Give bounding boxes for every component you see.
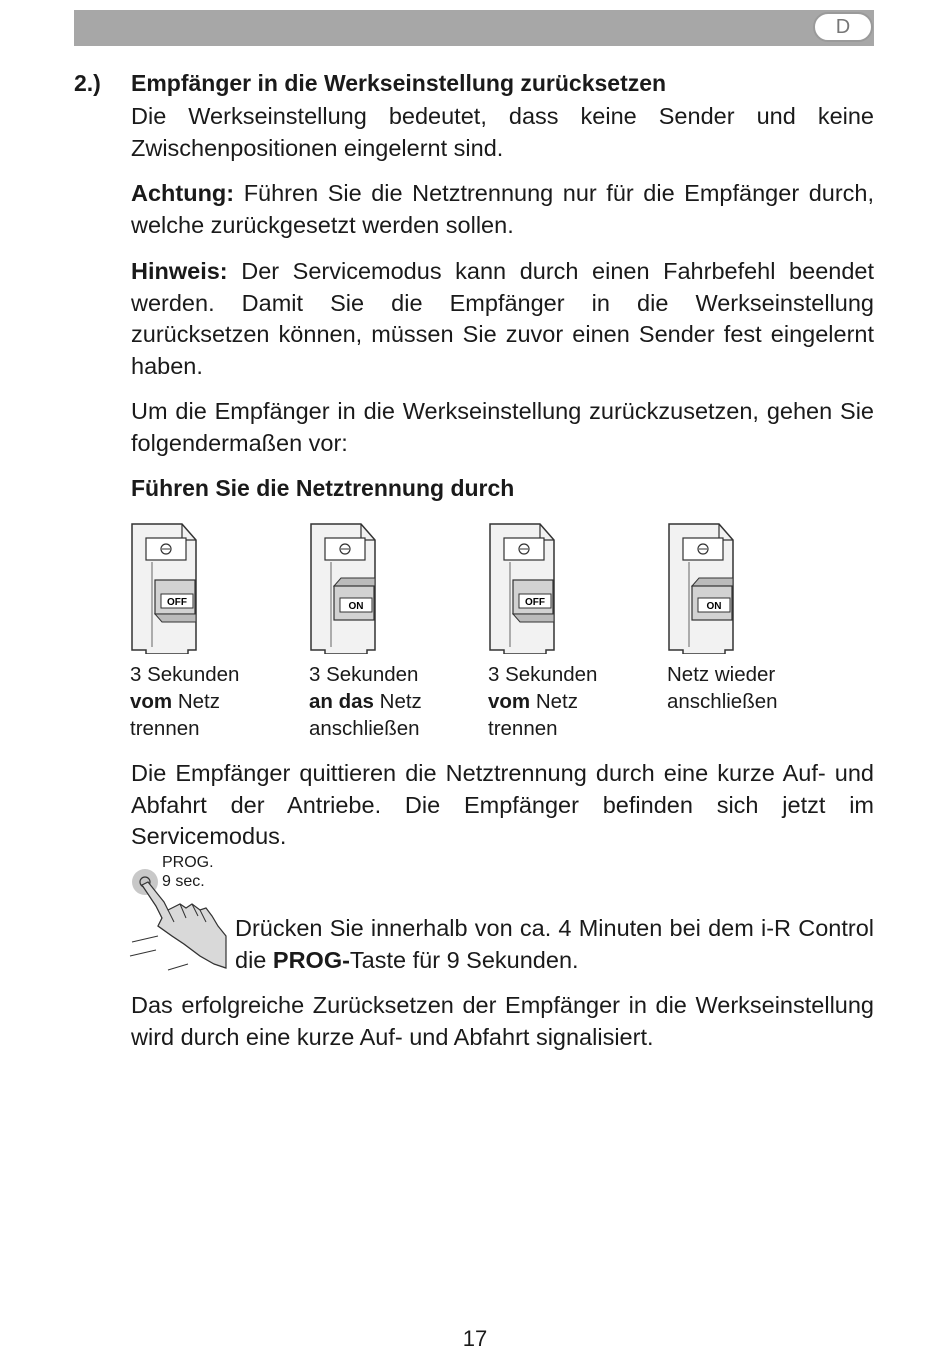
step-caption-bold: vom (130, 690, 173, 713)
section-number: 2.) (74, 70, 101, 96)
header-bar (74, 10, 874, 46)
svg-text:OFF: OFF (525, 597, 545, 608)
step-caption-line (488, 688, 597, 715)
caution-text: Führen Sie die Netztrennung nur für die Empfänger durch, welche zurückgesetzt werden sollen. (131, 180, 875, 238)
step-caption-line: 3 Sekunden (130, 663, 240, 686)
step-caption-rest: Netz (530, 690, 579, 713)
section-title: Empfänger in die Werkseinstellung zurücksetzen (131, 70, 667, 96)
step-caption (667, 661, 778, 715)
svg-text:ON: ON (706, 601, 722, 612)
svg-text:ON: ON (348, 601, 364, 612)
step-caption (309, 661, 422, 742)
step-caption-line: anschließen (309, 717, 420, 740)
prog-instruction (235, 913, 874, 976)
breaker-switch-on-icon (309, 522, 381, 654)
breaker-switch-on-icon (667, 522, 739, 654)
svg-text:OFF: OFF (167, 597, 187, 608)
prog-icon-label (162, 853, 214, 891)
caution-paragraph (131, 178, 874, 241)
confirmation-paragraph: Die Empfänger quittieren die Netztrennung durch eine kurze Auf- und Abfahrt der Antriebe. Die Empfänger befinden sich jetzt im Servicemodus. (131, 760, 874, 849)
note-paragraph (131, 256, 874, 382)
prog-icon-label-line: 9 sec. (162, 873, 205, 890)
step-caption-line (130, 688, 239, 715)
prog-key-label: PROG- (272, 946, 350, 973)
step-caption (488, 661, 597, 742)
subheading: Führen Sie die Netztrennung durch (131, 475, 515, 501)
note-text: Der Servicemodus kann durch einen Fahrbefehl beendet werden. Damit Sie die Empfänger in die Werkseinstellung zurücksetzen können, müssen Sie zuvor einen Sender fest eingelernt haben. (131, 258, 875, 379)
step-caption-line: 3 Sekunden (309, 663, 419, 686)
step-caption (130, 661, 239, 742)
step-caption-line: anschließen (667, 690, 778, 713)
step-caption-line: 3 Sekunden (488, 663, 598, 686)
intro-paragraph: Die Werkseinstellung bedeutet, dass keine Sender und keine Zwischenpositionen eingelernt sind. (131, 103, 874, 161)
step-caption-line (309, 688, 422, 715)
step-caption-rest: Netz (172, 690, 221, 713)
final-paragraph: Das erfolgreiche Zurücksetzen der Empfänger in die Werkseinstellung wird durch eine kurze Auf- und Abfahrt signalisiert. (131, 992, 874, 1050)
page-number: 17 (462, 1326, 488, 1351)
prog-text: Taste für 9 Sekunden. (349, 946, 579, 973)
breaker-switch-off-icon (130, 522, 202, 654)
step-caption-line: trennen (130, 717, 200, 740)
step-caption-line: Netz wieder (667, 663, 776, 686)
step-caption-rest: Netz (373, 690, 422, 713)
prog-text: Drücken Sie innerhalb von ca. 4 Minuten bei dem i-R Control die (235, 915, 874, 973)
prog-icon-label-line: PROG. (162, 854, 214, 871)
step-caption-bold: an das (309, 690, 374, 713)
step-caption-line: trennen (488, 717, 558, 740)
caution-label: Achtung: (131, 180, 235, 206)
breaker-switch-off-icon (488, 522, 560, 654)
procedure-intro: Um die Empfänger in die Werkseinstellung zurückzusetzen, gehen Sie folgendermaßen vor: (131, 398, 874, 456)
step-caption-bold: vom (488, 690, 531, 713)
note-label: Hinweis: (131, 258, 228, 284)
language-badge: D (813, 12, 873, 42)
